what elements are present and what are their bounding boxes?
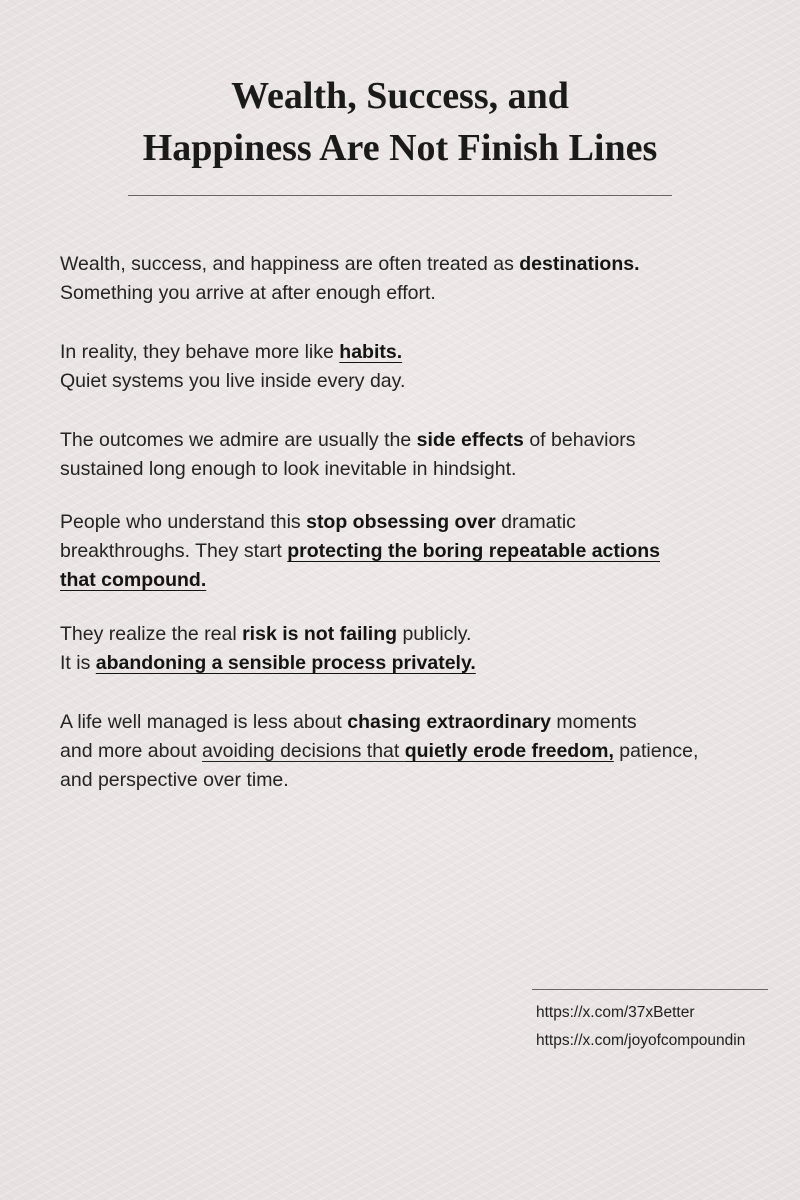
paragraph-1-line-1 bbox=[60, 250, 640, 279]
footer-link-37xbetter[interactable]: https://x.com/37xBetter bbox=[536, 1004, 695, 1021]
underlined-bold-run: abandoning a sensible process privately. bbox=[95, 652, 476, 674]
paragraph-2-line-2: Quiet systems you live inside every day. bbox=[60, 370, 406, 392]
text-run: The outcomes we admire are usually the bbox=[60, 429, 417, 451]
bold-run: side effects bbox=[416, 429, 524, 451]
paragraph-4 bbox=[60, 508, 660, 595]
text-run: It is bbox=[60, 652, 96, 674]
underlined-bold-run: that compound. bbox=[60, 569, 207, 591]
underlined-run: avoiding decisions that bbox=[202, 740, 405, 762]
text-run: and more about bbox=[60, 740, 203, 762]
paragraph-5-line-1 bbox=[60, 620, 476, 649]
paragraph-6-line-2 bbox=[60, 737, 698, 766]
underlined-bold-run: habits. bbox=[339, 341, 403, 363]
paragraph-6-line-1 bbox=[60, 708, 698, 737]
text-run: dramatic bbox=[495, 511, 576, 533]
bold-run: risk is not failing bbox=[242, 623, 398, 645]
paragraph-2 bbox=[60, 338, 405, 396]
text-run: moments bbox=[551, 711, 637, 733]
text-run: publicly. bbox=[397, 623, 472, 645]
paragraph-1 bbox=[60, 250, 640, 308]
title-line-1: Wealth, Success, and bbox=[231, 75, 569, 117]
text-run: breakthroughs. They start bbox=[60, 540, 288, 562]
text-run: of behaviors bbox=[523, 429, 636, 451]
paragraph-4-line-1 bbox=[60, 508, 660, 537]
text-run: They realize the real bbox=[60, 623, 243, 645]
paragraph-4-line-2 bbox=[60, 537, 660, 566]
paragraph-1-line-2: Something you arrive at after enough effort. bbox=[60, 282, 436, 304]
footer-link-joyofcompoundin[interactable]: https://x.com/joyofcompoundin bbox=[536, 1032, 746, 1049]
text-run: patience, bbox=[613, 740, 699, 762]
paragraph-4-line-3 bbox=[60, 566, 660, 595]
paragraph-6-line-3: and perspective over time. bbox=[60, 769, 289, 791]
bold-run: chasing extraordinary bbox=[347, 711, 551, 733]
page-title bbox=[0, 70, 800, 174]
text-run: In reality, they behave more like bbox=[60, 341, 340, 363]
paragraph-3-line-2: sustained long enough to look inevitable in hindsight. bbox=[60, 458, 517, 480]
paragraph-5 bbox=[60, 620, 476, 678]
text-run: Wealth, success, and happiness are often treated as bbox=[60, 253, 520, 275]
text-run: People who understand this bbox=[60, 511, 307, 533]
underlined-bold-run: quietly erode freedom, bbox=[404, 740, 614, 762]
paragraph-5-line-2 bbox=[60, 649, 476, 678]
title-line-2: Happiness Are Not Finish Lines bbox=[142, 127, 658, 169]
paragraph-3 bbox=[60, 426, 636, 484]
text-run: A life well managed is less about bbox=[60, 711, 348, 733]
paragraph-2-line-1 bbox=[60, 338, 405, 367]
footer-divider bbox=[532, 989, 768, 990]
underlined-bold-run: protecting the boring repeatable actions bbox=[287, 540, 660, 562]
paragraph-6 bbox=[60, 708, 698, 795]
title-divider bbox=[128, 195, 672, 196]
bold-run: stop obsessing over bbox=[306, 511, 496, 533]
paragraph-3-line-1 bbox=[60, 426, 636, 455]
bold-run: destinations. bbox=[519, 253, 640, 275]
